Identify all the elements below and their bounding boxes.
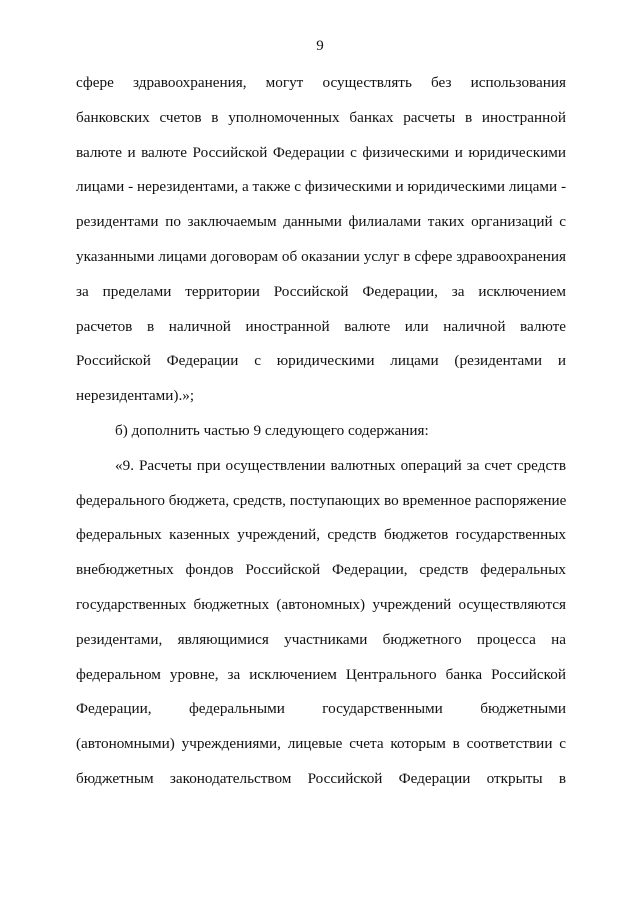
document-body	[76, 66, 566, 797]
text-line: бюджетным законодательством Российской Федерации открыты в	[76, 769, 566, 787]
text-line: банковских счетов в уполномоченных банках расчеты в иностранной	[76, 108, 566, 126]
text-line: Федерации, федеральными государственными бюджетными	[76, 700, 566, 718]
text-line: внебюджетных фондов Российской Федерации, средств федеральных	[76, 561, 566, 579]
paragraph	[76, 66, 566, 414]
text-line: нерезидентами).»;	[76, 387, 195, 405]
text-line: резидентами по заключаемым данными филиалами таких организаций с	[76, 213, 566, 231]
text-line: «9. Расчеты при осуществлении валютных операций за счет средств	[115, 456, 566, 474]
paragraph	[76, 449, 566, 797]
text-line: Российской Федерации с юридическими лицами (резидентами и	[76, 352, 566, 370]
text-line: расчетов в наличной иностранной валюте или наличной валюте	[76, 317, 566, 335]
text-line: федеральном уровне, за исключением Центрального банка Российской	[76, 665, 566, 683]
text-line: указанными лицами договорам об оказании услуг в сфере здравоохранения	[76, 247, 566, 265]
text-line: валюте и валюте Российской Федерации с физическими и юридическими	[76, 143, 566, 161]
page-number: 9	[316, 38, 324, 54]
text-line: лицами - нерезидентами, а также с физическими и юридическими лицами -	[76, 178, 566, 196]
text-line: государственных бюджетных (автономных) учреждений осуществляются	[76, 595, 566, 613]
text-line: б) дополнить частью 9 следующего содержания:	[115, 421, 429, 439]
paragraph	[76, 414, 566, 449]
text-line: федерального бюджета, средств, поступающих во временное распоряжение	[76, 491, 566, 509]
text-line: (автономными) учреждениями, лицевые счета которым в соответствии с	[76, 735, 566, 753]
text-line: за пределами территории Российской Федерации, за исключением	[76, 282, 566, 300]
text-line: сфере здравоохранения, могут осуществлять без использования	[76, 74, 566, 91]
text-line: федеральных казенных учреждений, средств бюджетов государственных	[76, 526, 566, 544]
text-line: резидентами, являющимися участниками бюджетного процесса на	[76, 630, 566, 648]
